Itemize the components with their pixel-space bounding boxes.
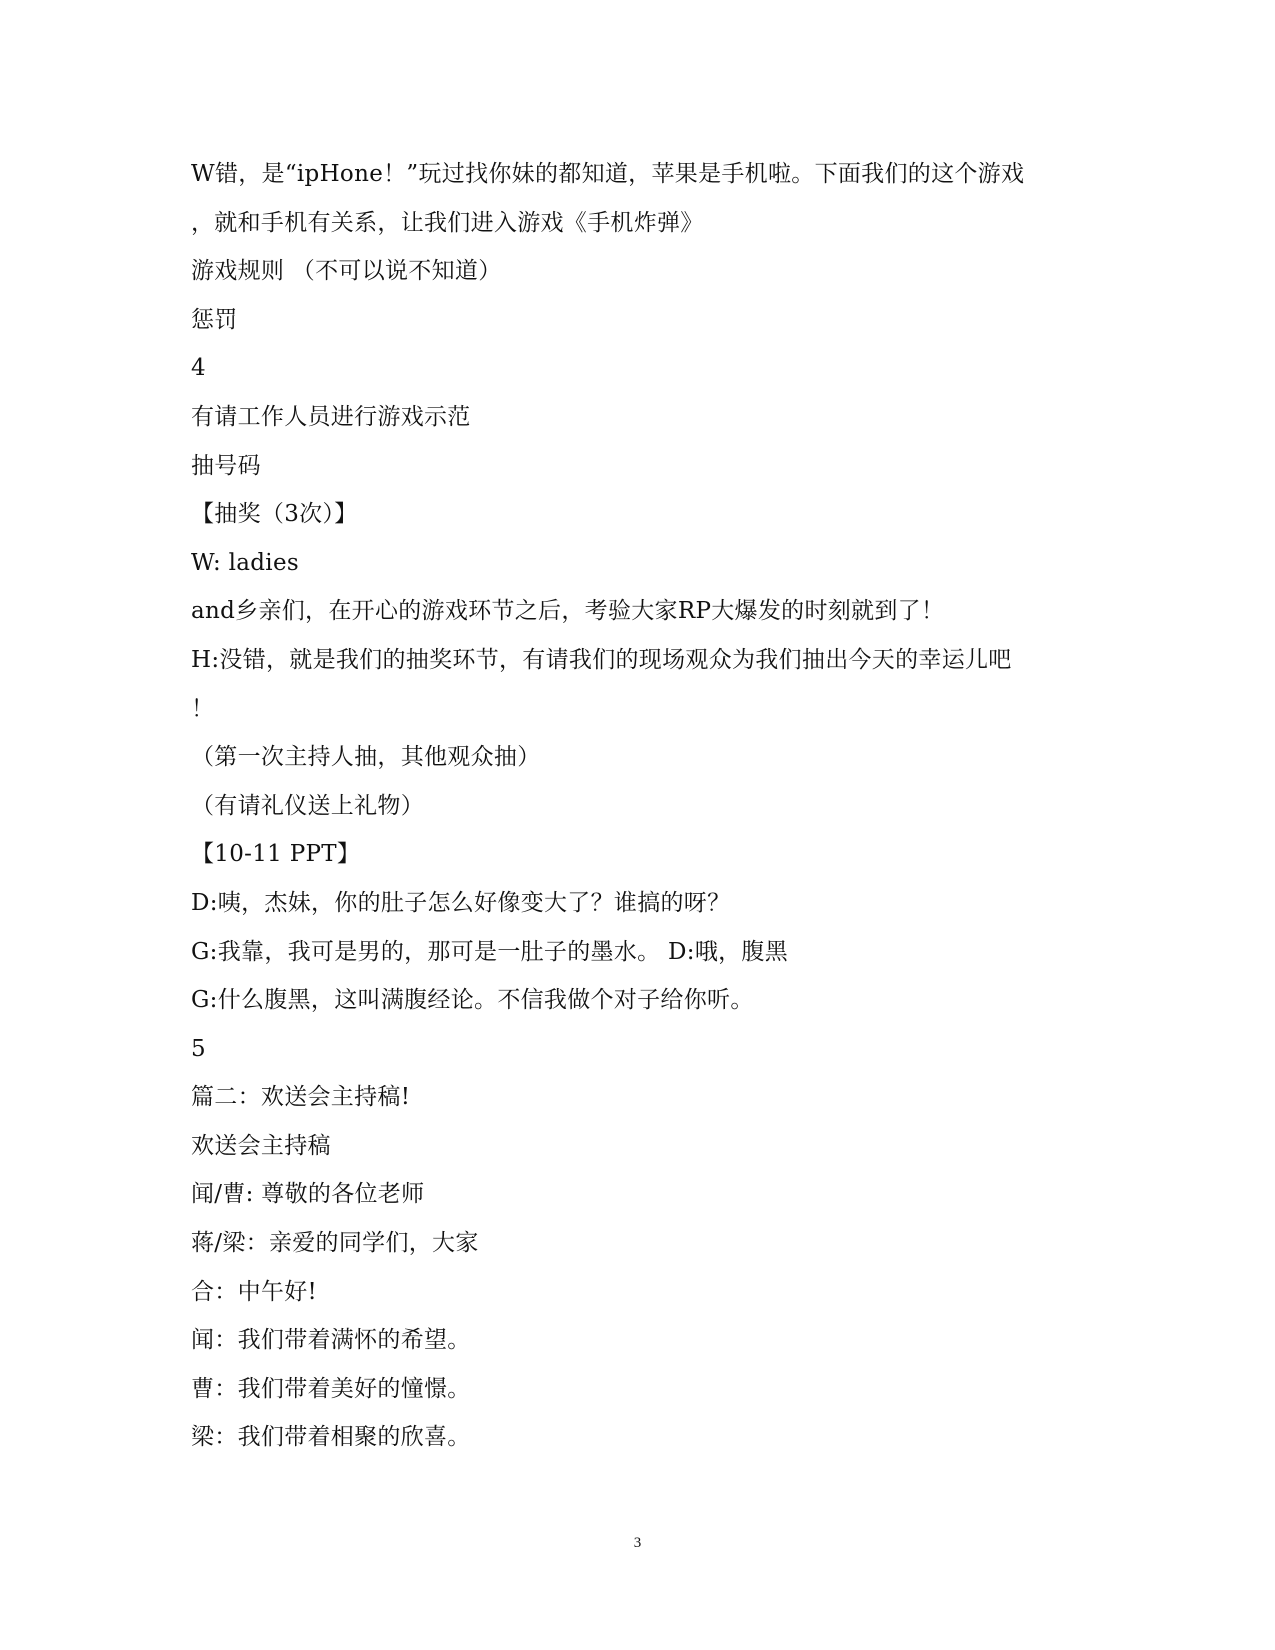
- text-line: 闻/曹: 尊敬的各位老师: [191, 1181, 425, 1208]
- text-line: 合：中午好!: [191, 1278, 318, 1305]
- text-line: W错，是“ipHone！”玩过找你妹的都知道，苹果是手机啦。下面我们的这个游戏: [191, 161, 1025, 187]
- section-heading: 【10-11 PPT】: [191, 841, 361, 868]
- text-line: （第一次主持人抽，其他观众抽）: [191, 744, 541, 771]
- text-line: 曹：我们带着美好的憧憬。: [191, 1375, 471, 1402]
- text-line: ，就和手机有关系，让我们进入游戏《手机炸弹》: [191, 209, 704, 236]
- text-line: H:没错，就是我们的抽奖环节，有请我们的现场观众为我们抽出今天的幸运儿吧: [191, 646, 1012, 673]
- text-line: D:咦，杰妹，你的肚子怎么好像变大了？谁搞的呀？: [191, 889, 731, 916]
- chapter-title: 篇二：欢送会主持稿!: [191, 1084, 411, 1111]
- text-line: 有请工作人员进行游戏示范: [191, 403, 471, 430]
- text-line: 欢送会主持稿: [191, 1132, 331, 1159]
- text-line: 5: [191, 1035, 206, 1062]
- text-line: 梁：我们带着相聚的欣喜。: [191, 1424, 471, 1451]
- text-line: 蒋/梁：亲爱的同学们，大家: [191, 1230, 479, 1257]
- text-line: 4: [191, 355, 206, 382]
- text-line: 闻：我们带着满怀的希望。: [191, 1327, 471, 1354]
- text-line: G:我靠，我可是男的，那可是一肚子的墨水。 D:哦，腹黑: [191, 938, 789, 965]
- text-line: W: ladies: [191, 549, 299, 576]
- text-line: ！: [191, 695, 215, 722]
- text-line: （有请礼仪送上礼物）: [191, 792, 424, 819]
- page-number: 3: [633, 1535, 642, 1551]
- text-line: 惩罚: [191, 306, 238, 333]
- text-line: 游戏规则 （不可以说不知道）: [191, 258, 502, 285]
- text-line: G:什么腹黑，这叫满腹经论。不信我做个对子给你听。: [191, 987, 754, 1014]
- body-text: [191, 150, 1091, 1462]
- text-line: and乡亲们，在开心的游戏环节之后，考验大家RP大爆发的时刻就到了！: [191, 598, 945, 625]
- text-line: 抽号码: [191, 452, 261, 479]
- section-heading: 【抽奖（3次）】: [191, 501, 358, 528]
